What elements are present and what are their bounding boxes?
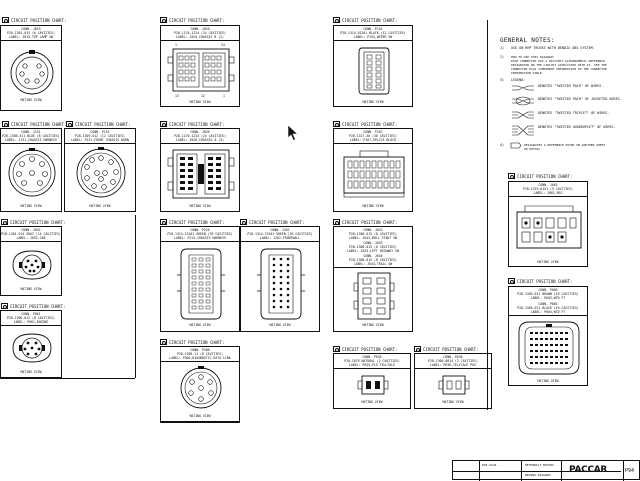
conn-desc: P28-1170-1224 (24 CAVITIES): [174, 31, 226, 35]
conn-label: LABEL: P152,WIPER SW: [353, 35, 393, 39]
mating-view-label: MATING VIEW: [20, 370, 42, 374]
pin-label: 13: [175, 94, 179, 98]
note-number: 1): [500, 46, 505, 50]
chart-icon: [160, 17, 167, 23]
conn-id: CONN. P151: [90, 130, 110, 134]
mating-view-label: MATING VIEW: [442, 400, 464, 404]
mating-view-label: MATING VIEW: [362, 204, 384, 208]
connector-box-p661: [0, 310, 62, 378]
connector-box-j819: [0, 25, 62, 111]
conn-desc: P28-1305-021 BROWN (49 CAVITIES): [517, 292, 579, 296]
legend-item: DENOTES "TWISTED TRIPLET" OF WIRES.: [538, 111, 610, 115]
connector-figure-p635: [356, 372, 390, 398]
conn-desc: P28-1170-1224 (24 CAVITIES): [174, 134, 226, 138]
chart-icon: [240, 219, 247, 225]
conn-label: LABEL: P636,TELLTALE POS: [429, 363, 477, 367]
chart-icon: [2, 17, 9, 23]
mating-view-label: MATING VIEW: [189, 204, 211, 208]
conn-id: CONN. J643: [363, 241, 383, 245]
conn-desc: P28-1306-0014 (2 CAVITIES): [428, 359, 478, 363]
conn-label: LABEL: J644,TRAIL SW: [353, 262, 393, 266]
drawing-number: P94-6244: [482, 463, 497, 467]
mating-view-label: MATING VIEW: [269, 323, 291, 327]
conn-id: CONN. J662: [538, 183, 558, 187]
reference-point-icon: [510, 142, 522, 149]
connector-figure-j826: [167, 146, 235, 202]
chart-icon: [160, 339, 167, 345]
general-notes-title: GENERAL NOTES:: [500, 37, 555, 44]
mating-view-label: MATING VIEW: [537, 260, 559, 264]
conn-desc: P28-1314-23101 GREEN (39 CAVITIES): [167, 232, 233, 236]
mating-view-label: MATING VIEW: [189, 323, 211, 327]
connector-box-p635: [333, 353, 411, 409]
conn-label: LABEL: J820,CHASSIS B (2): [176, 35, 224, 39]
frame-line: [487, 20, 488, 410]
connector-box-p603-p604: [508, 286, 588, 386]
mouse-cursor-icon: [287, 124, 299, 142]
chart-icon: [508, 173, 515, 179]
conn-label: LABEL: J826,CHASSIS A (3): [176, 138, 224, 142]
mating-view-label: MATING VIEW: [189, 414, 211, 418]
connector-figure-p661: [9, 328, 55, 368]
conn-label: LABEL: P603,WTD FT: [530, 296, 566, 300]
note-line: EACH CONNECTOR HAS A DISTINCT ALPHANUMERIC REFERENCE: [511, 59, 605, 63]
conn-desc: P28-1314-01201 BLACK (12 CAVITIES): [340, 31, 406, 35]
connector-box-p167: [333, 128, 413, 212]
conn-id: CONN. P300: [190, 348, 210, 352]
chart-header-p224: CIRCUIT POSITION CHART:: [160, 219, 224, 225]
conn-id: CONN. P603: [538, 288, 558, 292]
note-line: DESIGNATES A REFERENCE POINT ON ANOTHER SHEET: [524, 143, 606, 147]
conn-id: CONN. J819: [21, 27, 41, 31]
chart-header-p167: CIRCUIT POSITION CHART:: [333, 121, 397, 127]
connector-box-p224: [160, 226, 240, 332]
conn-label: LABEL: J642,BULL START SW: [349, 236, 397, 240]
conn-desc: P28-1306-012 (8 CAVITIES): [7, 316, 55, 320]
connector-box-j652: [0, 226, 62, 296]
chart-header-j662: CIRCUIT POSITION CHART:: [508, 173, 572, 179]
chart-icon: [1, 303, 8, 309]
connector-box-j820: [160, 25, 240, 107]
connector-figure-j662: [513, 202, 585, 258]
conn-desc: P28-1079 NATURAL (2 CAVITIES): [344, 359, 400, 363]
chart-icon: [66, 121, 73, 127]
conn-label: LABEL: P300,DIAGNOSTIC DATA LINK: [169, 356, 231, 360]
connector-figure-j262: [255, 245, 307, 323]
connector-box-j642-j643-j644: [333, 226, 413, 332]
chart-header-p636: CIRCUIT POSITION CHART:: [414, 346, 478, 352]
connector-figure-p224: [175, 245, 227, 323]
note-line: USE ON RHP TRUCKS WITH BENDIX ABS SYSTEM.: [511, 46, 595, 50]
title-block: [452, 460, 640, 480]
note-line: LEGEND:: [511, 78, 526, 82]
chart-icon: [333, 121, 340, 127]
chart-header-j151: CIRCUIT POSITION CHART:: [2, 121, 66, 127]
chart-icon: [333, 17, 340, 23]
connector-box-j151: [0, 128, 62, 212]
pin-label: 1: [223, 94, 225, 98]
conn-label: LABEL: J819,TOP LAMP SW: [8, 35, 54, 39]
connector-box-j826: [160, 128, 240, 212]
conn-label: LABEL: P151,FRONT CHASSIS HARN: [71, 138, 129, 142]
frame-line: [0, 378, 135, 379]
connector-figure-p603: [515, 318, 583, 378]
chart-header-p661: CIRCUIT POSITION CHART:: [1, 303, 65, 309]
conn-label: LABEL: J662,REG: [533, 191, 563, 195]
conn-id: CONN. P661: [21, 312, 41, 316]
conn-id: CONN. J820: [190, 27, 210, 31]
chart-header-j262: CIRCUIT POSITION CHART:: [240, 219, 304, 225]
mating-view-label: MATING VIEW: [361, 400, 383, 404]
mating-view-label: MATING VIEW: [189, 100, 211, 104]
chart-header-j642: CIRCUIT POSITION CHART:: [333, 219, 397, 225]
conn-label: LABEL: J643,LEFT HIGHWAY SW: [347, 249, 399, 253]
note-line: CONNECTOR PLUG COMPONENT INFORMATION IN THE CONNECTOR: [511, 67, 607, 71]
connector-figure-j151: [7, 146, 57, 200]
conn-label: LABEL: P661,ENGINE: [13, 320, 49, 324]
conn-id: CONN. J652: [21, 228, 41, 232]
connector-figure-j642: [352, 271, 396, 321]
conn-desc: P28-1319-0151 (9 CAVITIES): [523, 187, 573, 191]
pin-label: 12: [201, 94, 205, 98]
conn-label: LABEL: P604,WTD FT: [530, 310, 566, 314]
chart-icon: [160, 121, 167, 127]
conn-label: LABEL: P167,SPLICE BLOCK: [349, 138, 397, 142]
conn-desc: P28-1309-11 (8 CAVITIES): [176, 352, 224, 356]
mating-view-label: MATING VIEW: [20, 204, 42, 208]
paccar-logo: PACCAR: [569, 465, 608, 475]
chart-icon: [333, 346, 340, 352]
frame-line: [160, 422, 240, 423]
conn-label: LABEL: P635,PLS TELLTALE: [348, 363, 396, 367]
conn-label: LABEL: J151,CHASSIS HARNESS: [5, 138, 57, 142]
conn-desc: P28-1309-012 (12 CAVITIES): [75, 134, 125, 138]
connector-box-p300: [160, 346, 240, 422]
conn-desc: P28-1308-015 (8 CAVITIES): [349, 258, 397, 262]
chart-header-p635: CIRCUIT POSITION CHART:: [333, 346, 397, 352]
connector-figure-p152: [356, 44, 392, 98]
connector-figure-p151: [75, 146, 127, 200]
doc-subtitle: WIRING DIAGRAM: [525, 473, 551, 477]
mating-view-label: MATING VIEW: [537, 379, 559, 383]
chart-header-j819: CIRCUIT POSITION CHART:: [2, 17, 66, 23]
conn-desc: P28-1317-30 (30 CAVITIES): [349, 134, 397, 138]
conn-id: CONN. J826: [190, 130, 210, 134]
chart-icon: [1, 219, 8, 225]
frame-line: [135, 215, 136, 378]
chart-header-p151: CIRCUIT POSITION CHART:: [66, 121, 130, 127]
legend-item: DENOTES "TWISTED PAIR" OF JACKETED WIRES.: [538, 97, 622, 101]
legend-item: DENOTES "TWISTED QUADRUPLET" OF WIRES.: [538, 125, 616, 129]
chart-icon: [333, 219, 340, 225]
connector-box-p151: [64, 128, 136, 212]
conn-desc: P28-1308-015 (8 CAVITIES): [349, 245, 397, 249]
legend-item: DENOTES "TWISTED PAIR" OF WIRES.: [538, 84, 604, 88]
connector-figure-j820: [167, 43, 235, 99]
connector-figure-p636: [437, 372, 471, 398]
note-line: INFORMATION TABLE.: [511, 71, 544, 75]
mating-view-label: MATING VIEW: [20, 287, 42, 291]
mating-view-label: MATING VIEW: [89, 204, 111, 208]
mating-view-label: MATING VIEW: [362, 323, 384, 327]
conn-label: LABEL: J262,FRONTWALL: [259, 236, 301, 240]
conn-id: CONN. P636: [443, 355, 463, 359]
conn-id: CONN. J642: [363, 228, 383, 232]
conn-desc: P28-1305-021 BLACK (49 CAVITIES): [517, 306, 579, 310]
note-number: 2): [500, 55, 505, 59]
conn-id: CONN. J262: [270, 228, 290, 232]
conn-id: CONN. J644: [363, 254, 383, 258]
chart-icon: [2, 121, 9, 127]
pin-label: 24: [221, 43, 225, 47]
note-line: HOW TO USE THIS DIAGRAM:: [511, 55, 555, 59]
conn-id: CONN. P224: [190, 228, 210, 232]
conn-desc: P28-1308-015 (8 CAVITIES): [349, 232, 397, 236]
page-number: P94: [625, 468, 635, 474]
chart-icon: [508, 278, 515, 284]
chart-icon: [160, 219, 167, 225]
note-number: 4): [500, 143, 505, 147]
doc-title: PETERBILT MOTORS: [525, 463, 554, 467]
chart-header-p300: CIRCUIT POSITION CHART:: [160, 339, 224, 345]
connector-figure-j652: [9, 245, 55, 285]
conn-label: LABEL: P224,CHASSIS HARNESS: [174, 236, 226, 240]
conn-id: CONN. P167: [363, 130, 383, 134]
chart-header-j826: CIRCUIT POSITION CHART:: [160, 121, 224, 127]
chart-icon: [414, 346, 421, 352]
conn-desc: P28-1301-014 GRAY (14 CAVITIES): [1, 232, 61, 236]
connector-box-p152: [333, 25, 413, 107]
chart-header-p152: CIRCUIT POSITION CHART:: [333, 17, 397, 23]
mating-view-label: MATING VIEW: [20, 98, 42, 102]
mating-view-label: MATING VIEW: [362, 100, 384, 104]
conn-id: CONN. P152: [363, 27, 383, 31]
twisted-wire-legend-icons: [510, 82, 536, 138]
note-number: 3): [500, 78, 505, 82]
note-line: DESIGNATOR ON THE CIRCUIT ASSOCIATED WITH IT. SEE THE: [511, 63, 607, 67]
connector-box-p636: [414, 353, 492, 409]
conn-desc: P28-1301-015 (6 CAVITIES): [7, 31, 55, 35]
connector-figure-p167: [340, 147, 408, 203]
note-line: OR DETAIL.: [524, 147, 543, 151]
connector-figure-j819: [9, 46, 55, 104]
conn-label: LABEL: J652,CAB: [16, 236, 46, 240]
conn-desc: P28-1314-23101 GREEN (39 CAVITIES): [247, 232, 313, 236]
pin-label: 1: [175, 43, 177, 47]
connector-figure-p300: [179, 364, 223, 412]
chart-header-j652: CIRCUIT POSITION CHART:: [1, 219, 65, 225]
conn-id: CONN. J151: [21, 130, 41, 134]
connector-box-j262: [240, 226, 320, 332]
chart-header-p603: CIRCUIT POSITION CHART:: [508, 278, 572, 284]
connector-box-j662: [508, 181, 588, 267]
conn-id: CONN. P604: [538, 302, 558, 306]
conn-id: CONN. P635: [362, 355, 382, 359]
chart-header-j820: CIRCUIT POSITION CHART:: [160, 17, 224, 23]
conn-desc: P28-1306-511 BLUE (8 CAVITIES): [2, 134, 60, 138]
